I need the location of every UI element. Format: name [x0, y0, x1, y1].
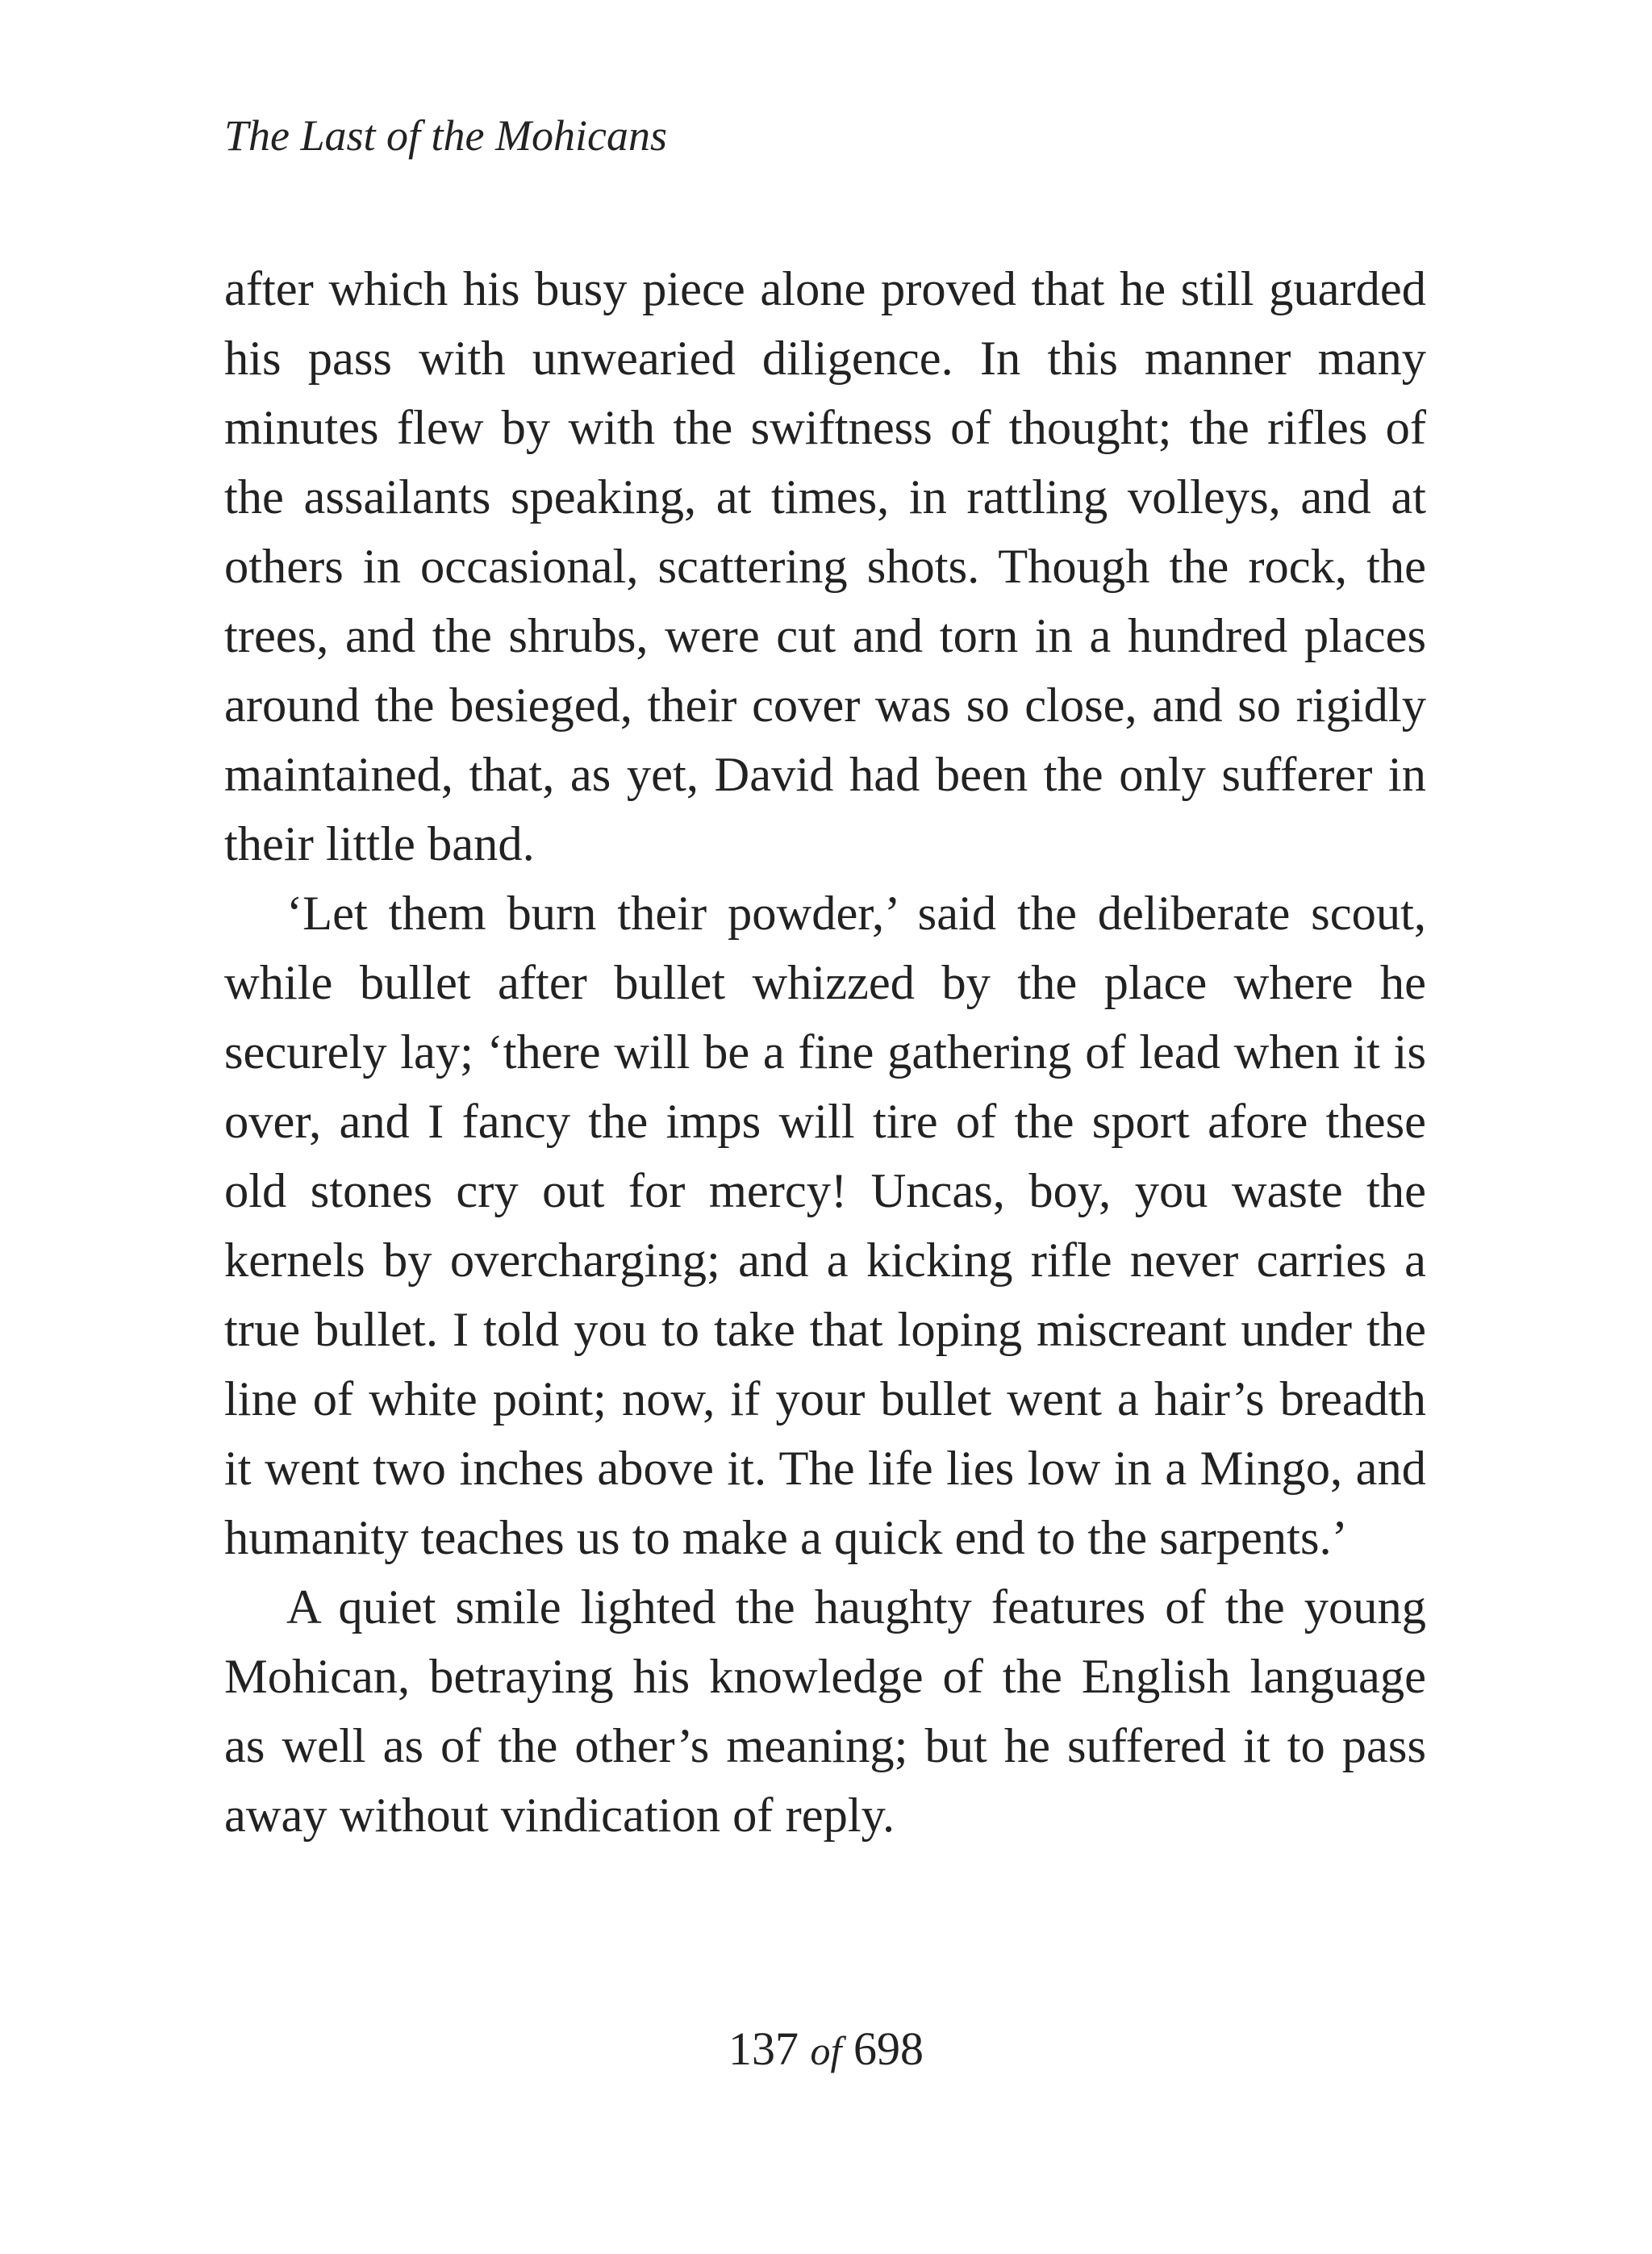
page-number [0, 2017, 1652, 2083]
page-number-current: 137 [728, 2022, 799, 2075]
paragraph: A quiet smile lighted the haughty features of the young Mohican, betraying his knowledge of the English language as well as of the other’s meaning; but he suffered it to pass away without vindication of reply. [224, 1580, 1426, 1843]
paragraph: after which his busy piece alone proved that he still guarded his pass with unwearied diligence. In this manner many minutes flew by with the swiftness of thought; the rifles of the assailants speaking, at times, in rattling volleys, and at others in occasional, scattering shots. Though the rock, the trees, and the shrubs, were cut and torn in a hundred places around the besieged, their cover was so close, and so rigidly maintained, that, as yet, David had been the only sufferer in their little band. [224, 262, 1426, 871]
paragraph: ‘Let them burn their powder,’ said the deliberate scout, while bullet after bullet whizzed by the place where he securely lay; ‘there will be a fine gathering of lead when it is over, and I fancy the imps will tire of the sport afore these old stones cry out for mercy! Uncas, boy, you waste the kernels by overcharging; and a kicking rifle never carries a true bullet. I told you to take that loping miscreant under the line of white point; now, if your bullet went a hair’s breadth it went two inches above it. The life lies low in a Mingo, and humanity teaches us to make a quick end to the sarpents.’ [224, 887, 1426, 1565]
page-number-separator: of [810, 2028, 842, 2073]
page-number-total: 698 [853, 2022, 924, 2075]
page-body [224, 255, 1426, 1851]
running-head-title: The Last of the Mohicans [224, 111, 667, 160]
